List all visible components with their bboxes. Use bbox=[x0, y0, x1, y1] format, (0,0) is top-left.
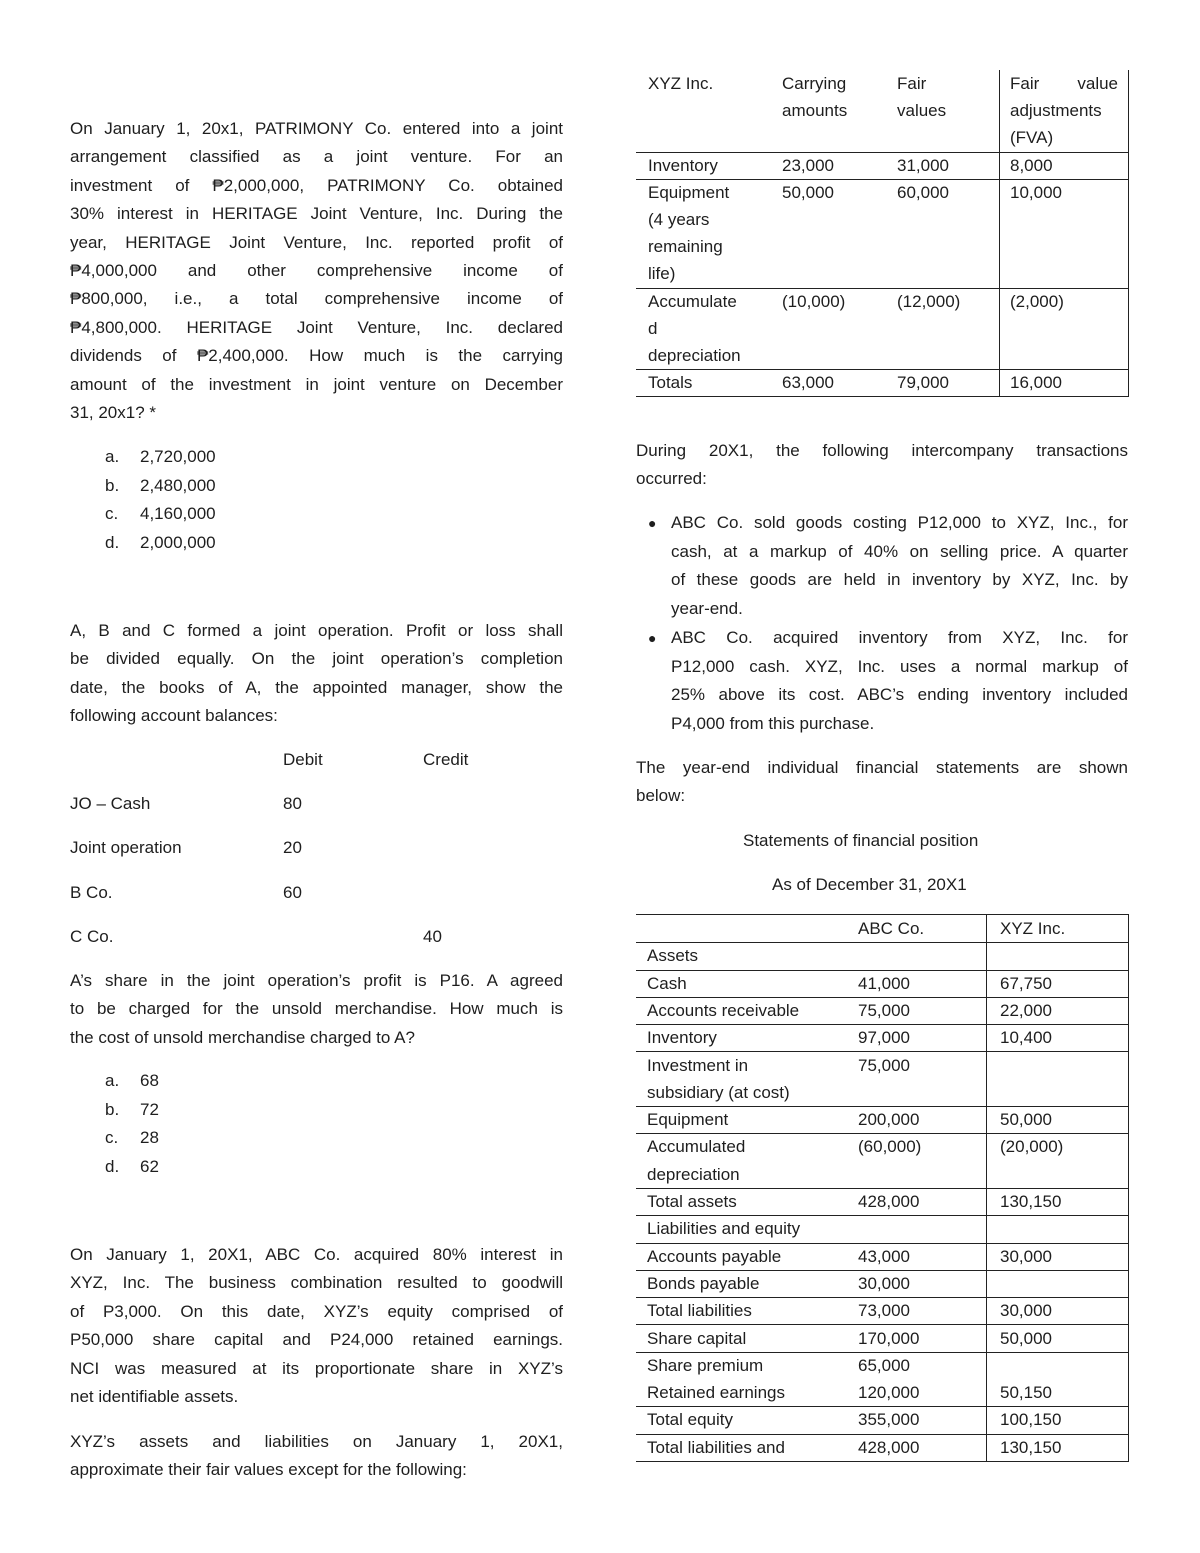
table-row bbox=[636, 1270, 1129, 1298]
statement-title: Statements of financial position bbox=[743, 831, 979, 850]
paragraph-line: The year-end individual financial statements are shown bbox=[636, 758, 1128, 777]
xyz-value: 10,400 bbox=[1000, 1028, 1052, 1048]
account-name: C Co. bbox=[70, 926, 114, 946]
paragraph-line: date, the books of A, the appointed manager, show the bbox=[70, 677, 563, 697]
row-label: Total liabilities and bbox=[647, 1437, 785, 1457]
table-row bbox=[636, 942, 1129, 970]
option-value: 4,160,000 bbox=[140, 504, 216, 523]
row-label: d bbox=[648, 318, 658, 338]
table-right-border bbox=[1128, 70, 1129, 396]
table-row bbox=[636, 1133, 1129, 1189]
table-row bbox=[636, 997, 1129, 1025]
table-row bbox=[636, 1297, 1129, 1325]
row-label: Equipment bbox=[648, 182, 730, 202]
paragraph-line: XYZ’s assets and liabilities on January 1, 20X1, bbox=[70, 1432, 563, 1451]
row-label: life) bbox=[648, 264, 676, 284]
abc-value: 43,000 bbox=[858, 1246, 910, 1266]
table-right-border bbox=[1128, 915, 1129, 1461]
credit-header: Credit bbox=[423, 750, 469, 769]
paragraph-line: to be charged for the unsold merchandise. How much is bbox=[70, 999, 563, 1019]
paragraph-line: A’s share in the joint operation’s profit is P16. A agreed bbox=[70, 971, 563, 990]
option-value: 2,480,000 bbox=[140, 475, 216, 495]
option-value: 2,720,000 bbox=[140, 447, 216, 466]
option-value: 72 bbox=[140, 1099, 159, 1119]
abc-value: 355,000 bbox=[858, 1410, 920, 1430]
column-header: (FVA) bbox=[1010, 128, 1054, 148]
fva-value: 8,000 bbox=[1010, 155, 1053, 175]
xyz-value: 50,000 bbox=[1000, 1110, 1052, 1130]
account-debit: 80 bbox=[283, 794, 302, 813]
carrying-amount: 63,000 bbox=[782, 373, 834, 393]
abc-value: 200,000 bbox=[858, 1110, 920, 1130]
xyz-value: 130,150 bbox=[1000, 1192, 1062, 1211]
table-row bbox=[636, 288, 1129, 371]
table-row bbox=[636, 179, 1129, 289]
paragraph-line: investment of ₱2,000,000, PATRIMONY Co. obtained bbox=[70, 175, 563, 195]
table-row bbox=[636, 1188, 1129, 1216]
paragraph-line: 31, 20x1? * bbox=[70, 403, 157, 422]
option-value: 28 bbox=[140, 1128, 159, 1147]
option-letter: d. bbox=[105, 532, 120, 552]
abc-value: 75,000 bbox=[858, 1000, 910, 1020]
table-row bbox=[636, 1379, 1129, 1407]
fva-table-header bbox=[636, 70, 1129, 153]
table-row bbox=[636, 1243, 1129, 1271]
row-label: Total liabilities bbox=[647, 1301, 752, 1321]
option-letter: a. bbox=[105, 1071, 120, 1090]
column-header: XYZ Inc. bbox=[1000, 919, 1066, 938]
account-name: JO – Cash bbox=[70, 794, 151, 813]
paragraph-line: A, B and C formed a joint operation. Profit or loss shall bbox=[70, 621, 563, 640]
fva-value: (2,000) bbox=[1010, 291, 1064, 311]
row-label: Retained earnings bbox=[647, 1383, 785, 1403]
xyz-value: 100,150 bbox=[1000, 1410, 1062, 1430]
paragraph-line: occurred: bbox=[636, 469, 707, 489]
paragraph-line: 30% interest in HERITAGE Joint Venture, Inc. During the bbox=[70, 204, 563, 224]
bullet-icon: ● bbox=[648, 629, 657, 646]
paragraph-line: P12,000 cash. XYZ, Inc. uses a normal markup of bbox=[671, 656, 1128, 676]
xyz-value: 30,000 bbox=[1000, 1246, 1052, 1266]
abc-value: 428,000 bbox=[858, 1192, 920, 1211]
row-label: Totals bbox=[648, 373, 693, 393]
xyz-value: 50,150 bbox=[1000, 1383, 1052, 1403]
financial-position-table bbox=[636, 914, 1129, 1457]
xyz-value: 22,000 bbox=[1000, 1000, 1052, 1020]
row-label: Liabilities and equity bbox=[647, 1219, 801, 1239]
row-label: Share capital bbox=[647, 1328, 747, 1348]
paragraph-line: the cost of unsold merchandise charged to A? bbox=[70, 1027, 415, 1047]
paragraph-line: ABC Co. acquired inventory from XYZ, Inc. for bbox=[671, 627, 1128, 647]
paragraph-line: below: bbox=[636, 786, 686, 806]
fva-value: 16,000 bbox=[1010, 373, 1062, 393]
paragraph-line: ₱4,000,000 and other comprehensive income of bbox=[70, 261, 563, 280]
row-label: Share premium bbox=[647, 1355, 764, 1375]
account-credit: 40 bbox=[423, 926, 442, 946]
account-name: Joint operation bbox=[70, 838, 182, 858]
table-row bbox=[636, 1434, 1129, 1462]
xyz-value: (20,000) bbox=[1000, 1137, 1064, 1157]
option-value: 62 bbox=[140, 1156, 159, 1176]
column-header: values bbox=[897, 101, 947, 121]
column-header: XYZ Inc. bbox=[648, 74, 714, 93]
fs-table-header bbox=[636, 915, 1129, 943]
paragraph-line: NCI was measured at its proportionate share in XYZ’s bbox=[70, 1358, 563, 1378]
fair-value: 79,000 bbox=[897, 373, 949, 393]
account-debit: 60 bbox=[283, 882, 302, 902]
row-label: depreciation bbox=[648, 345, 741, 365]
table-row bbox=[636, 1215, 1129, 1243]
paragraph-line: following account balances: bbox=[70, 706, 278, 726]
table-row bbox=[636, 1406, 1129, 1434]
abc-value: 41,000 bbox=[858, 973, 910, 993]
row-label: Inventory bbox=[647, 1028, 717, 1048]
abc-value: 30,000 bbox=[858, 1273, 910, 1293]
row-label: Bonds payable bbox=[647, 1273, 760, 1293]
bullet-icon: ● bbox=[648, 515, 657, 531]
table-row bbox=[636, 970, 1129, 998]
paragraph-line: cash, at a markup of 40% on selling price. A quarter bbox=[671, 541, 1128, 561]
row-label: Accounts receivable bbox=[647, 1000, 800, 1020]
option-letter: c. bbox=[105, 1128, 119, 1147]
paragraph-line: P50,000 share capital and P24,000 retained earnings. bbox=[70, 1330, 563, 1350]
statement-date: As of December 31, 20X1 bbox=[772, 875, 967, 894]
paragraph-line: year, HERITAGE Joint Venture, Inc. reported profit of bbox=[70, 232, 563, 252]
carrying-amount: (10,000) bbox=[782, 291, 846, 311]
account-name: B Co. bbox=[70, 882, 113, 902]
paragraph-line: dividends of ₱2,400,000. How much is the carrying bbox=[70, 346, 563, 366]
column-divider bbox=[986, 915, 987, 1461]
paragraph-line: year-end. bbox=[671, 599, 743, 619]
row-label: Accumulated bbox=[647, 1137, 746, 1157]
abc-value: 73,000 bbox=[858, 1301, 910, 1321]
table-row bbox=[636, 1052, 1129, 1108]
row-label: subsidiary (at cost) bbox=[647, 1082, 790, 1102]
abc-value: 97,000 bbox=[858, 1028, 910, 1048]
xyz-value: 50,000 bbox=[1000, 1328, 1052, 1348]
row-label: Total equity bbox=[647, 1410, 733, 1430]
paragraph-line: On January 1, 20X1, ABC Co. acquired 80% interest in bbox=[70, 1245, 563, 1264]
table-row bbox=[636, 1106, 1129, 1134]
table-row bbox=[636, 1024, 1129, 1052]
option-letter: a. bbox=[105, 447, 120, 466]
column-header: Carrying bbox=[782, 74, 847, 93]
row-label: Accumulate bbox=[648, 291, 737, 311]
abc-value: 170,000 bbox=[858, 1328, 920, 1348]
row-label: remaining bbox=[648, 237, 723, 257]
row-label: Inventory bbox=[648, 155, 718, 175]
paragraph-line: P4,000 from this purchase. bbox=[671, 713, 875, 733]
option-letter: c. bbox=[105, 504, 119, 523]
xyz-value: 130,150 bbox=[1000, 1437, 1062, 1457]
paragraph-line: During 20X1, the following intercompany transactions bbox=[636, 441, 1128, 460]
row-label: depreciation bbox=[647, 1164, 740, 1184]
paragraph-line: of P3,000. On this date, XYZ’s equity comprised of bbox=[70, 1301, 563, 1321]
carrying-amount: 23,000 bbox=[782, 155, 834, 175]
carrying-amount: 50,000 bbox=[782, 182, 834, 202]
xyz-value: 30,000 bbox=[1000, 1301, 1052, 1321]
table-row bbox=[636, 152, 1129, 180]
paragraph-line: ₱800,000, i.e., a total comprehensive income of bbox=[70, 289, 563, 309]
option-value: 2,000,000 bbox=[140, 532, 216, 552]
column-header: Fair bbox=[897, 74, 927, 93]
fair-value: 60,000 bbox=[897, 182, 949, 202]
column-divider bbox=[999, 70, 1000, 396]
abc-value: (60,000) bbox=[858, 1137, 922, 1157]
option-value: 68 bbox=[140, 1071, 159, 1090]
abc-value: 75,000 bbox=[858, 1055, 910, 1075]
paragraph-line: net identifiable assets. bbox=[70, 1387, 239, 1406]
fair-value: 31,000 bbox=[897, 155, 949, 175]
column-header: adjustments bbox=[1010, 101, 1102, 121]
paragraph-line: amount of the investment in joint venture on December bbox=[70, 374, 563, 394]
paragraph-line: of these goods are held in inventory by XYZ, Inc. by bbox=[671, 570, 1128, 590]
paragraph-line: ABC Co. sold goods costing P12,000 to XYZ, Inc., for bbox=[671, 513, 1128, 532]
fair-value: (12,000) bbox=[897, 291, 961, 311]
row-label: Accounts payable bbox=[647, 1246, 782, 1266]
fva-value: 10,000 bbox=[1010, 182, 1062, 202]
debit-header: Debit bbox=[283, 750, 323, 769]
xyz-value: 67,750 bbox=[1000, 973, 1052, 993]
option-letter: b. bbox=[105, 1099, 120, 1119]
paragraph-line: XYZ, Inc. The business combination resulted to goodwill bbox=[70, 1273, 563, 1293]
column-header: ABC Co. bbox=[858, 919, 925, 938]
table-row bbox=[636, 369, 1129, 397]
row-label: Equipment bbox=[647, 1110, 729, 1130]
account-debit: 20 bbox=[283, 838, 302, 858]
row-label: (4 years bbox=[648, 209, 710, 229]
paragraph-line: On January 1, 20x1, PATRIMONY Co. entered into a joint bbox=[70, 119, 563, 138]
paragraph-line: be divided equally. On the joint operation’s completion bbox=[70, 649, 563, 669]
abc-value: 65,000 bbox=[858, 1355, 910, 1375]
row-label: Investment in bbox=[647, 1055, 749, 1075]
paragraph-line: ₱4,800,000. HERITAGE Joint Venture, Inc. declared bbox=[70, 317, 563, 337]
option-letter: d. bbox=[105, 1156, 120, 1176]
abc-value: 428,000 bbox=[858, 1437, 920, 1457]
row-label: Assets bbox=[647, 946, 699, 966]
paragraph-line: approximate their fair values except for the following: bbox=[70, 1460, 467, 1480]
option-letter: b. bbox=[105, 475, 120, 495]
paragraph-line: 25% above its cost. ABC’s ending inventory included bbox=[671, 685, 1128, 705]
column-header: Fair value bbox=[1010, 74, 1118, 93]
column-header: amounts bbox=[782, 101, 848, 121]
row-label: Total assets bbox=[647, 1192, 737, 1211]
table-row bbox=[636, 1352, 1129, 1379]
paragraph-line: arrangement classified as a joint venture. For an bbox=[70, 147, 563, 167]
row-label: Cash bbox=[647, 973, 687, 993]
table-row bbox=[636, 1325, 1129, 1353]
abc-value: 120,000 bbox=[858, 1383, 920, 1403]
